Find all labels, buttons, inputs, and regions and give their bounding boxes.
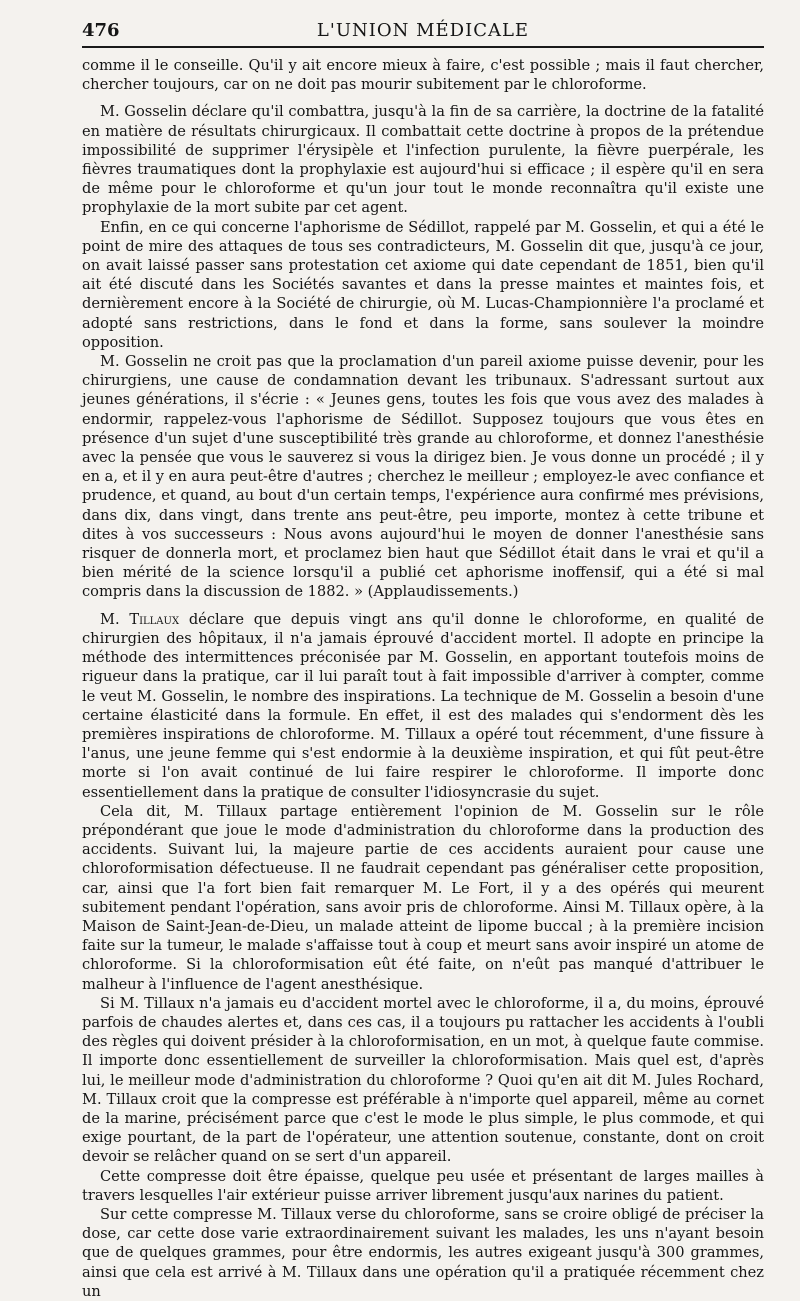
running-head	[82, 18, 764, 48]
speaker-name: M. Tillaux	[100, 610, 180, 628]
paragraph: Enfin, en ce qui concerne l'aphorisme de Sédillot, rappelé par M. Gosselin, et qui a été le point de mire des attaques de tous ses contradicteurs, M. Gosselin dit que, jusqu'à ce jour, on avait laissé passer sans protestation cet axiome qui date cependant de 1851, bien qu'il ait été discuté dans les Sociétés savantes et dans la presse maintes et maintes fois, et dernièrement encore à la Société de chirurgie, où M. Lucas-Championnière l'a proclamé et adopté sans restrictions, dans le fond et dans la forme, sans soulever la moindre opposition.	[82, 218, 764, 351]
paragraph: Cette compresse doit être épaisse, quelque peu usée et présentant de larges mailles à travers lesquelles l'air extérieur puisse arriver librement jusqu'aux narines du patient.	[82, 1167, 764, 1204]
page-number: 476	[82, 20, 120, 41]
paragraph: Sur cette compresse M. Tillaux verse du chloroforme, sans se croire obligé de préciser la dose, car cette dose varie extraordinairement suivant les malades, les uns n'ayant besoin que de quelques grammes, pour être endormis, les autres exigeant jusqu'à 300 grammes, ainsi que cela est arrivé à M. Tillaux dans une opération qu'il a pratiquée récemment chez un	[82, 1205, 764, 1300]
body-text	[82, 56, 764, 1301]
paragraph: comme il le conseille. Qu'il y ait encore mieux à faire, c'est possible ; mais il faut chercher, chercher toujours, car on ne doit pas mourir subitement par le chloroforme.	[82, 57, 764, 94]
journal-title: L'UNION MÉDICALE	[316, 20, 530, 41]
paragraph: Si M. Tillaux n'a jamais eu d'accident mortel avec le chloroforme, il a, du moins, éprouvé parfois de chaudes alertes et, dans ces cas, il a toujours pu rattacher les accidents à l'oubli des règles qui doivent présider à la chloroformisation, en un mot, à quelque faute commise. Il importe donc essentiellement de surveiller la chloroformisation. Mais quel est, d'après lui, le meilleur mode d'administration du chloroforme ? Quoi qu'en ait dit M. Jules Rochard, M. Tillaux croit que la compresse est préférable à n'importe quel appareil, même au cornet de la marine, précisément parce que c'est le mode le plus simple, le plus commode, et qui exige pourtant, de la part de l'opérateur, une attention soutenue, constante, dont on croit devoir se relâcher quand on se sert d'un appareil.	[82, 994, 764, 1166]
paragraph: M. Gosselin ne croit pas que la proclamation d'un pareil axiome puisse devenir, pour les chirurgiens, une cause de condamnation devant les tribunaux. S'adressant surtout aux jeunes générations, il s'écrie : « Jeunes gens, toutes les fois que vous avez des malades à endormir, rappelez-vous l'aphorisme de Sédillot. Supposez toujours que vous êtes en présence d'un sujet d'une susceptibilité très grande au chloroforme, et donnez l'anesthésie avec la pensée que vous le sauverez si vous la dirigez bien. Je vous donne un procédé ; il y en a, et il y en aura peut-être d'autres ; cherchez le meilleur ; employez-le avec confiance et prudence, et quand, au bout d'un certain temps, l'expérience aura confirmé mes prévisions, dans dix, dans vingt, dans trente ans peut-être, peu importe, montez à cette tribune et dites à vos successeurs : Nous avons aujourd'hui le moyen de donner l'anesthésie sans risquer de donnerla mort, et proclamez bien haut que Sédillot était dans le vrai et qu'il a bien mérité de la science lorsqu'il a publié cet aphorisme inoffensif, qui a été si mal compris dans la discussion de 1882. » (Applaudissements.)	[82, 353, 764, 601]
paragraph: M. Gosselin déclare qu'il combattra, jusqu'à la fin de sa carrière, la doctrine de la fatalité en matière de résultats chirurgicaux. Il combattait cette doctrine à propos de la prétendue impossibilité de supprimer l'érysipèle et l'infection purulente, la fièvre puerpérale, les fièvres traumatiques dont la prophylaxie est aujourd'hui si efficace ; il espère qu'il en sera de même pour le chloroforme et qu'un jour tout le monde reconnaîtra qu'il existe une prophylaxie de la mort subite par cet agent.	[82, 103, 764, 217]
paragraph-text: déclare que depuis vingt ans qu'il donne le chloroforme, en qualité de chirurgien des hôpitaux, il n'a jamais éprouvé d'accident mortel. Il adopte en principe la méthode des intermittences préconisée par M. Gosselin, en apportant toutefois moins de rigueur dans la pratique, car il lui paraît tout à fait impossible d'arriver à compter, comme le veut M. Gosselin, le nombre des inspirations. La technique de M. Gosselin a besoin d'une certaine élasticité dans la formule. En effet, il est des malades qui s'endorment dès les premières inspirations de chloroforme. M. Tillaux a opéré tout récemment, d'une fissure à l'anus, une jeune femme qui s'est endormie à la deuxième inspiration, et qui fût peut-être morte si l'on avait continué de lui faire respirer le chloroforme. Il importe donc essentiellement dans la pratique de consulter l'idiosyncrasie du sujet.	[82, 610, 764, 801]
paragraph	[82, 610, 764, 802]
paragraph: Cela dit, M. Tillaux partage entièrement l'opinion de M. Gosselin sur le rôle prépondérant que joue le mode d'administration du chloroforme dans la production des accidents. Suivant lui, la majeure partie de ces accidents auraient pour cause une chloroformisation défectueuse. Il ne faudrait cependant pas généraliser cette proposition, car, ainsi que l'a fort bien fait remarquer M. Le Fort, il y a des opérés qui meurent subitement pendant l'opération, sans avoir pris de chloroforme. Ainsi M. Tillaux opère, à la Maison de Saint-Jean-de-Dieu, un malade atteint de lipome buccal ; à la première incision faite sur la tumeur, le malade s'affaisse tout à coup et meurt sans avoir inspiré un atome de chloroforme. Si la chloroformisation eût été faite, on n'eût pas manqué d'attribuer le malheur à l'influence de l'agent anesthésique.	[82, 802, 764, 993]
